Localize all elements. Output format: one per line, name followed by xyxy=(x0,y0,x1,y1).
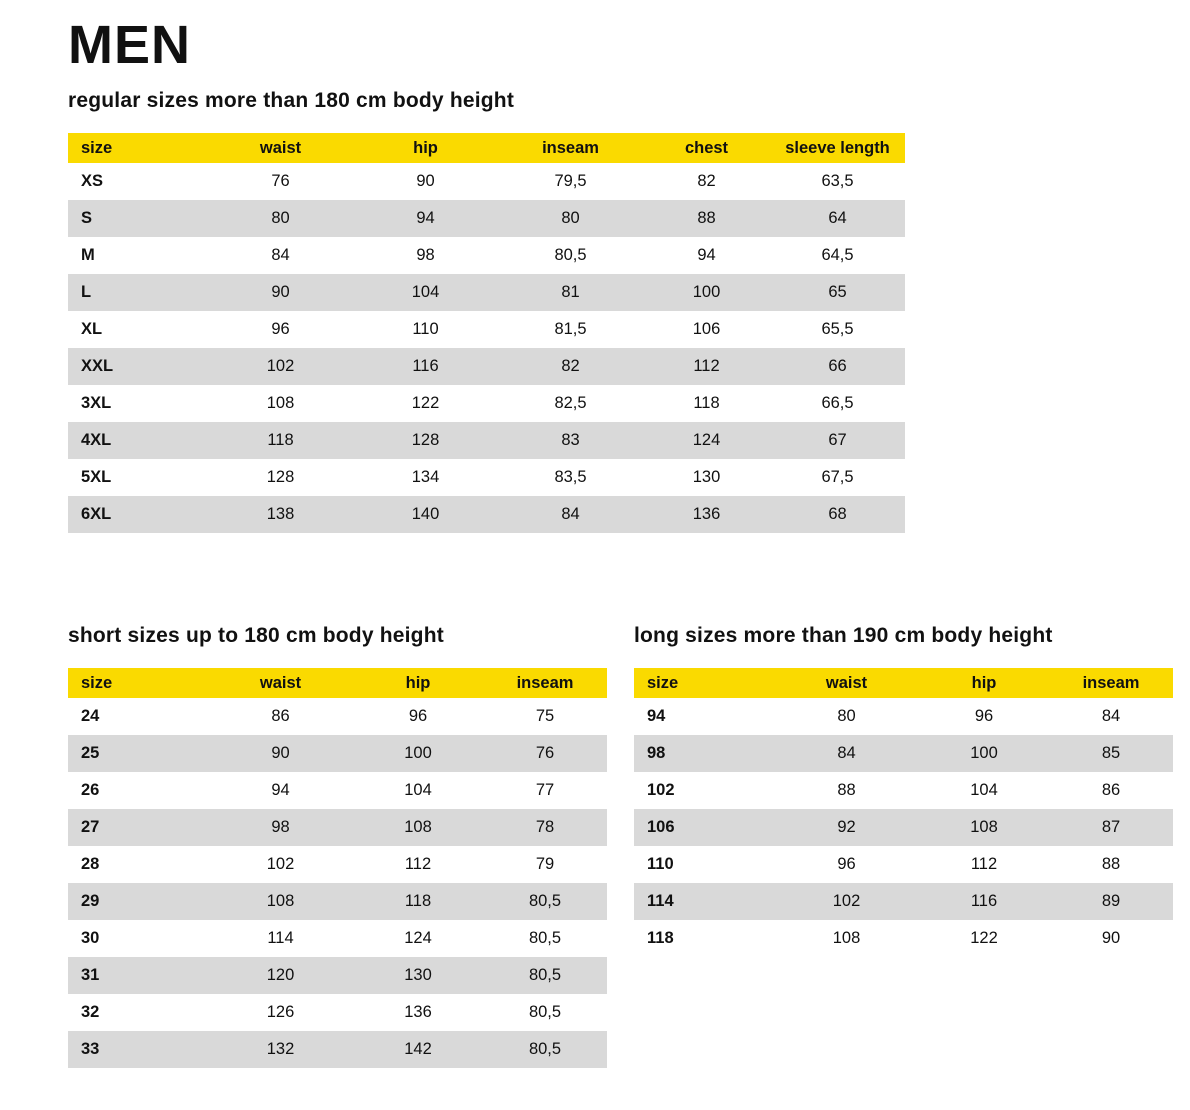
table-row xyxy=(634,735,1173,772)
cell-measurement: 104 xyxy=(919,772,1049,809)
cell-measurement: 79,5 xyxy=(498,163,643,200)
table-row xyxy=(68,385,905,422)
cell-size: 6XL xyxy=(68,496,208,533)
column-header-chest: chest xyxy=(643,133,770,163)
cell-measurement: 138 xyxy=(208,496,353,533)
cell-measurement: 63,5 xyxy=(770,163,905,200)
table-row xyxy=(68,846,607,883)
cell-size: XXL xyxy=(68,348,208,385)
column-header-size: size xyxy=(68,668,208,698)
column-header-hip: hip xyxy=(353,133,498,163)
cell-measurement: 66 xyxy=(770,348,905,385)
cell-measurement: 80,5 xyxy=(483,994,607,1031)
cell-size: 26 xyxy=(68,772,208,809)
column-header-inseam: inseam xyxy=(498,133,643,163)
cell-measurement: 96 xyxy=(774,846,919,883)
cell-measurement: 106 xyxy=(643,311,770,348)
cell-measurement: 77 xyxy=(483,772,607,809)
cell-measurement: 118 xyxy=(643,385,770,422)
cell-measurement: 82,5 xyxy=(498,385,643,422)
cell-measurement: 118 xyxy=(208,422,353,459)
cell-measurement: 94 xyxy=(643,237,770,274)
cell-measurement: 120 xyxy=(208,957,353,994)
cell-measurement: 86 xyxy=(208,698,353,735)
cell-size: 24 xyxy=(68,698,208,735)
cell-measurement: 83 xyxy=(498,422,643,459)
cell-measurement: 88 xyxy=(1049,846,1173,883)
cell-measurement: 67 xyxy=(770,422,905,459)
cell-size: 27 xyxy=(68,809,208,846)
cell-measurement: 66,5 xyxy=(770,385,905,422)
long-sizes-heading: long sizes more than 190 cm body height xyxy=(634,624,1053,647)
cell-measurement: 75 xyxy=(483,698,607,735)
cell-size: 29 xyxy=(68,883,208,920)
cell-measurement: 104 xyxy=(353,274,498,311)
cell-measurement: 85 xyxy=(1049,735,1173,772)
table-row xyxy=(68,698,607,735)
cell-measurement: 100 xyxy=(353,735,483,772)
cell-measurement: 84 xyxy=(774,735,919,772)
column-header-waist: waist xyxy=(208,668,353,698)
cell-measurement: 80 xyxy=(774,698,919,735)
cell-measurement: 81,5 xyxy=(498,311,643,348)
column-header-sleeve-length: sleeve length xyxy=(770,133,905,163)
cell-measurement: 102 xyxy=(208,348,353,385)
cell-measurement: 116 xyxy=(919,883,1049,920)
table-row xyxy=(634,920,1173,957)
cell-size: 98 xyxy=(634,735,774,772)
cell-measurement: 64 xyxy=(770,200,905,237)
regular-sizes-table xyxy=(68,133,905,533)
cell-measurement: 79 xyxy=(483,846,607,883)
cell-measurement: 124 xyxy=(353,920,483,957)
cell-size: 28 xyxy=(68,846,208,883)
table-row xyxy=(68,994,607,1031)
table-row xyxy=(68,274,905,311)
cell-measurement: 134 xyxy=(353,459,498,496)
cell-measurement: 142 xyxy=(353,1031,483,1068)
table-row xyxy=(68,809,607,846)
table-row xyxy=(68,348,905,385)
cell-measurement: 80,5 xyxy=(498,237,643,274)
cell-measurement: 80,5 xyxy=(483,920,607,957)
table-row xyxy=(68,772,607,809)
cell-measurement: 65 xyxy=(770,274,905,311)
cell-measurement: 78 xyxy=(483,809,607,846)
table-row xyxy=(634,809,1173,846)
cell-measurement: 100 xyxy=(919,735,1049,772)
cell-measurement: 65,5 xyxy=(770,311,905,348)
cell-measurement: 112 xyxy=(919,846,1049,883)
regular-sizes-table-wrapper xyxy=(68,133,905,533)
cell-measurement: 94 xyxy=(208,772,353,809)
table-row xyxy=(68,735,607,772)
cell-measurement: 96 xyxy=(919,698,1049,735)
short-sizes-table xyxy=(68,668,607,1068)
column-header-inseam: inseam xyxy=(483,668,607,698)
column-header-size: size xyxy=(634,668,774,698)
cell-measurement: 112 xyxy=(353,846,483,883)
cell-measurement: 108 xyxy=(353,809,483,846)
table-header-row xyxy=(634,668,1173,698)
cell-size: 106 xyxy=(634,809,774,846)
cell-measurement: 128 xyxy=(353,422,498,459)
cell-measurement: 102 xyxy=(208,846,353,883)
cell-size: 31 xyxy=(68,957,208,994)
cell-size: 118 xyxy=(634,920,774,957)
table-row xyxy=(634,698,1173,735)
cell-measurement: 124 xyxy=(643,422,770,459)
table-row xyxy=(68,459,905,496)
cell-measurement: 86 xyxy=(1049,772,1173,809)
cell-measurement: 96 xyxy=(353,698,483,735)
cell-measurement: 116 xyxy=(353,348,498,385)
cell-measurement: 90 xyxy=(353,163,498,200)
cell-measurement: 87 xyxy=(1049,809,1173,846)
cell-measurement: 94 xyxy=(353,200,498,237)
regular-sizes-body xyxy=(68,163,905,533)
cell-measurement: 80 xyxy=(208,200,353,237)
cell-measurement: 108 xyxy=(919,809,1049,846)
table-row xyxy=(68,237,905,274)
cell-measurement: 64,5 xyxy=(770,237,905,274)
page-title: MEN xyxy=(68,15,191,75)
cell-size: XL xyxy=(68,311,208,348)
table-row xyxy=(68,311,905,348)
long-sizes-body xyxy=(634,698,1173,957)
table-row xyxy=(634,883,1173,920)
column-header-hip: hip xyxy=(919,668,1049,698)
cell-measurement: 108 xyxy=(774,920,919,957)
cell-measurement: 112 xyxy=(643,348,770,385)
cell-measurement: 84 xyxy=(1049,698,1173,735)
cell-measurement: 90 xyxy=(1049,920,1173,957)
cell-size: L xyxy=(68,274,208,311)
cell-measurement: 110 xyxy=(353,311,498,348)
cell-measurement: 128 xyxy=(208,459,353,496)
table-row xyxy=(68,200,905,237)
cell-measurement: 88 xyxy=(774,772,919,809)
cell-measurement: 82 xyxy=(643,163,770,200)
cell-measurement: 108 xyxy=(208,883,353,920)
cell-size: 5XL xyxy=(68,459,208,496)
cell-size: XS xyxy=(68,163,208,200)
cell-measurement: 126 xyxy=(208,994,353,1031)
cell-measurement: 132 xyxy=(208,1031,353,1068)
cell-measurement: 140 xyxy=(353,496,498,533)
long-sizes-table-wrapper xyxy=(634,668,1173,957)
cell-size: 3XL xyxy=(68,385,208,422)
cell-measurement: 108 xyxy=(208,385,353,422)
cell-measurement: 96 xyxy=(208,311,353,348)
cell-measurement: 130 xyxy=(643,459,770,496)
cell-measurement: 102 xyxy=(774,883,919,920)
cell-measurement: 88 xyxy=(643,200,770,237)
cell-measurement: 122 xyxy=(353,385,498,422)
column-header-inseam: inseam xyxy=(1049,668,1173,698)
cell-measurement: 90 xyxy=(208,735,353,772)
column-header-size: size xyxy=(68,133,208,163)
table-header-row xyxy=(68,133,905,163)
cell-size: 110 xyxy=(634,846,774,883)
cell-size: S xyxy=(68,200,208,237)
cell-size: 32 xyxy=(68,994,208,1031)
short-sizes-heading: short sizes up to 180 cm body height xyxy=(68,624,444,647)
cell-size: 30 xyxy=(68,920,208,957)
table-row xyxy=(68,163,905,200)
table-row xyxy=(68,1031,607,1068)
short-sizes-table-wrapper xyxy=(68,668,607,1068)
cell-measurement: 130 xyxy=(353,957,483,994)
cell-size: 94 xyxy=(634,698,774,735)
cell-measurement: 83,5 xyxy=(498,459,643,496)
table-row xyxy=(634,772,1173,809)
cell-size: 102 xyxy=(634,772,774,809)
table-row xyxy=(68,422,905,459)
cell-measurement: 89 xyxy=(1049,883,1173,920)
table-row xyxy=(68,496,905,533)
cell-measurement: 100 xyxy=(643,274,770,311)
cell-measurement: 84 xyxy=(498,496,643,533)
cell-measurement: 81 xyxy=(498,274,643,311)
cell-measurement: 68 xyxy=(770,496,905,533)
cell-measurement: 82 xyxy=(498,348,643,385)
cell-measurement: 92 xyxy=(774,809,919,846)
cell-measurement: 76 xyxy=(483,735,607,772)
short-sizes-body xyxy=(68,698,607,1068)
cell-measurement: 114 xyxy=(208,920,353,957)
cell-size: 33 xyxy=(68,1031,208,1068)
table-row xyxy=(68,957,607,994)
cell-measurement: 118 xyxy=(353,883,483,920)
cell-measurement: 136 xyxy=(353,994,483,1031)
table-row xyxy=(68,883,607,920)
table-header-row xyxy=(68,668,607,698)
cell-measurement: 90 xyxy=(208,274,353,311)
column-header-waist: waist xyxy=(208,133,353,163)
cell-measurement: 122 xyxy=(919,920,1049,957)
cell-measurement: 80,5 xyxy=(483,1031,607,1068)
cell-measurement: 80,5 xyxy=(483,957,607,994)
cell-size: M xyxy=(68,237,208,274)
cell-measurement: 98 xyxy=(353,237,498,274)
cell-measurement: 76 xyxy=(208,163,353,200)
cell-size: 25 xyxy=(68,735,208,772)
cell-size: 114 xyxy=(634,883,774,920)
cell-measurement: 84 xyxy=(208,237,353,274)
table-row xyxy=(634,846,1173,883)
cell-measurement: 67,5 xyxy=(770,459,905,496)
long-sizes-table xyxy=(634,668,1173,957)
column-header-hip: hip xyxy=(353,668,483,698)
table-row xyxy=(68,920,607,957)
cell-measurement: 98 xyxy=(208,809,353,846)
cell-measurement: 136 xyxy=(643,496,770,533)
cell-size: 4XL xyxy=(68,422,208,459)
cell-measurement: 80,5 xyxy=(483,883,607,920)
regular-sizes-heading: regular sizes more than 180 cm body height xyxy=(68,89,515,112)
cell-measurement: 104 xyxy=(353,772,483,809)
cell-measurement: 80 xyxy=(498,200,643,237)
column-header-waist: waist xyxy=(774,668,919,698)
